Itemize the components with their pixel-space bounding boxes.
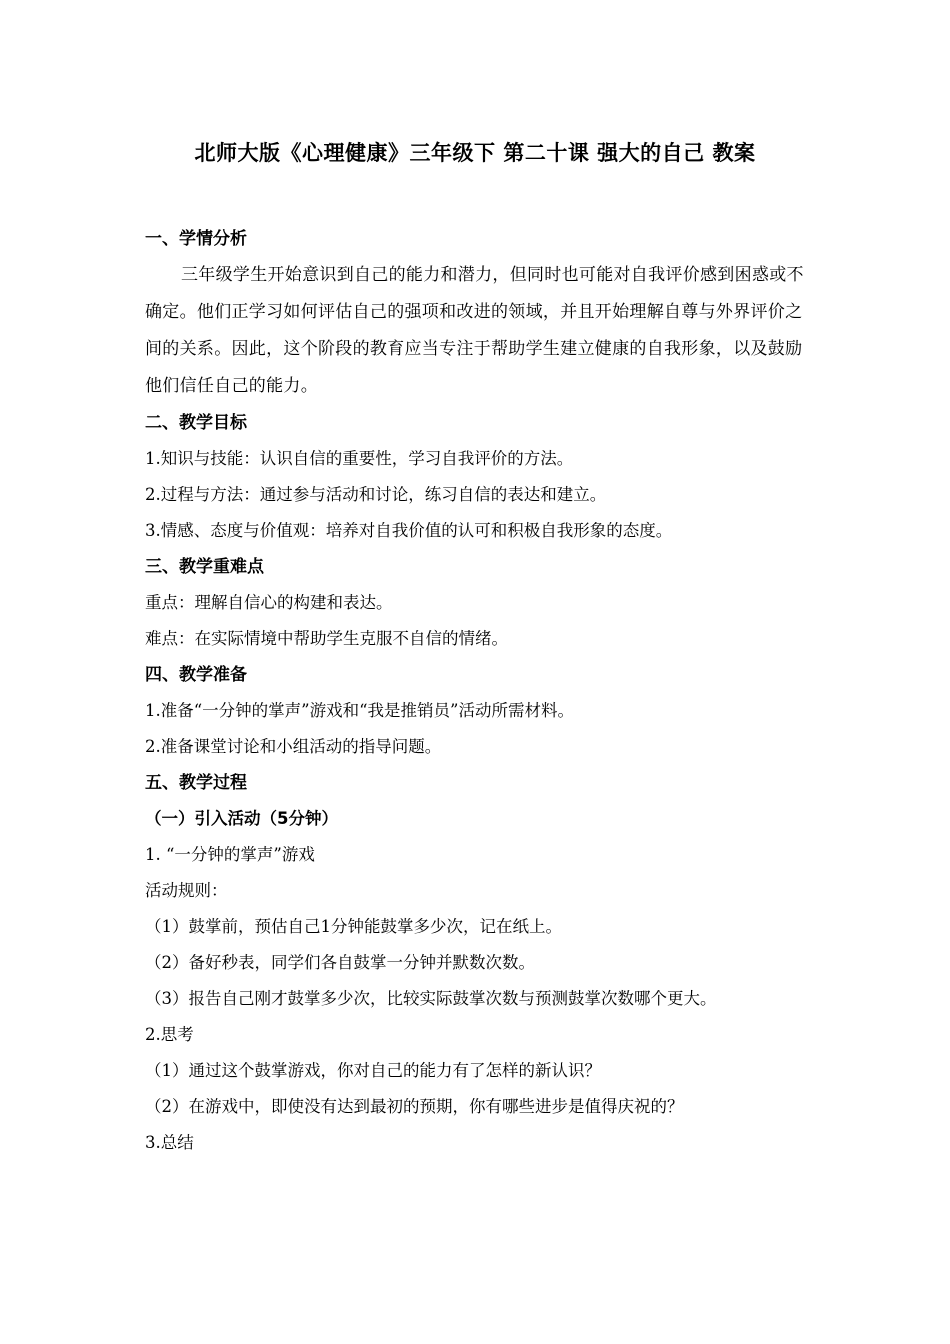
rule-item: （2）备好秒表，同学们各自鼓掌一分钟并默数次数。 <box>145 953 535 972</box>
activity-title: 1. “一分钟的掌声”游戏 <box>145 845 315 864</box>
think-label: 2.思考 <box>145 1025 194 1044</box>
section-heading-key-points: 三、教学重难点 <box>145 557 264 577</box>
goal-item: 2.过程与方法：通过参与活动和讨论，练习自信的表达和建立。 <box>145 485 607 504</box>
rule-item: （3）报告自己刚才鼓掌多少次，比较实际鼓掌次数与预测鼓掌次数哪个更大。 <box>145 989 717 1008</box>
key-point-text: 重点：理解自信心的构建和表达。 <box>145 593 393 612</box>
rule-item: （1）鼓掌前，预估自己1分钟能鼓掌多少次，记在纸上。 <box>145 917 562 936</box>
section-heading-process: 五、教学过程 <box>145 773 247 793</box>
goal-item: 3.情感、态度与价值观：培养对自我价值的认可和积极自我形象的态度。 <box>145 521 673 540</box>
preparation-item: 1.准备“一分钟的掌声”游戏和“我是推销员”活动所需材料。 <box>145 701 574 720</box>
preparation-item: 2.准备课堂讨论和小组活动的指导问题。 <box>145 737 442 756</box>
subsection-heading-intro: （一）引入活动（5分钟） <box>145 809 338 828</box>
difficult-point-text: 难点：在实际情境中帮助学生克服不自信的情绪。 <box>145 629 508 648</box>
question-item: （1）通过这个鼓掌游戏，你对自己的能力有了怎样的新认识？ <box>145 1061 601 1080</box>
rules-label: 活动规则： <box>145 881 228 900</box>
student-analysis-paragraph: 三年级学生开始意识到自己的能力和潜力，但同时也可能对自我评价感到困惑或不确定。他们正学习如何评估自己的强项和改进的领域，并且开始理解自尊与外界评价之间的关系。因此，这个阶段的教育应当专注于帮助学生建立健康的自我形象，以及鼓励他们信任自己的能力。 <box>145 265 804 396</box>
section-heading-student-analysis: 一、学情分析 <box>145 229 247 249</box>
section-heading-teaching-goals: 二、教学目标 <box>145 413 247 433</box>
document-title: 北师大版《心理健康》三年级下 第二十课 强大的自己 教案 <box>194 141 756 165</box>
summary-label: 3.总结 <box>145 1133 194 1152</box>
section-heading-preparation: 四、教学准备 <box>145 665 247 685</box>
document-body <box>145 221 805 1161</box>
question-item: （2）在游戏中，即使没有达到最初的预期，你有哪些进步是值得庆祝的？ <box>145 1097 684 1116</box>
goal-item: 1.知识与技能：认识自信的重要性，学习自我评价的方法。 <box>145 449 574 468</box>
